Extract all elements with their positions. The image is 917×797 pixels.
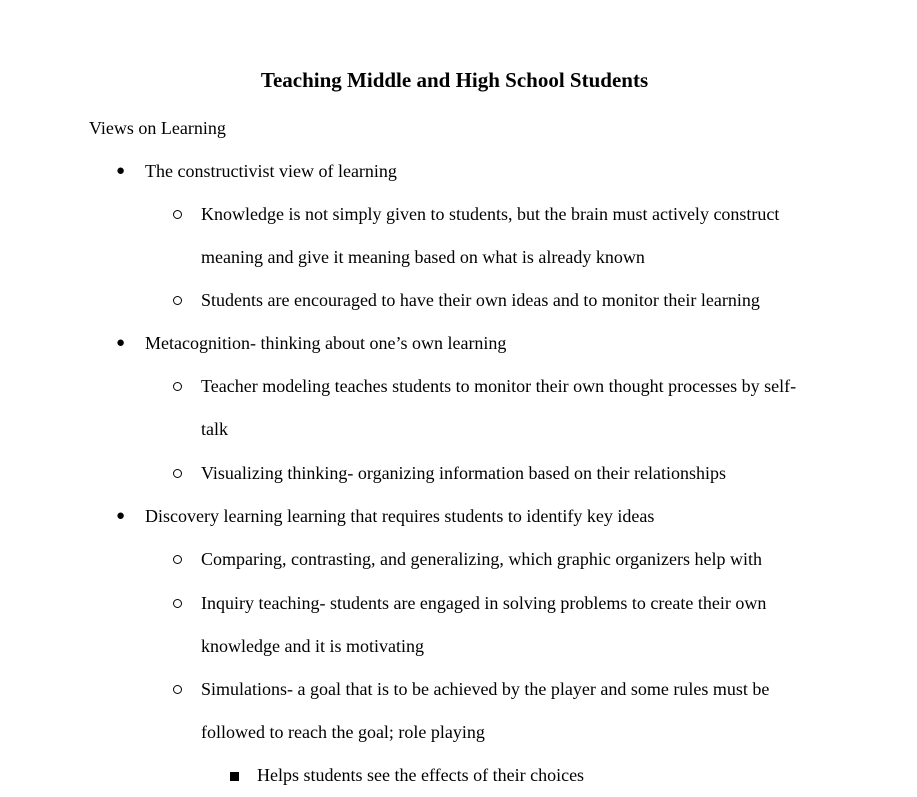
list-item-text: Knowledge is not simply given to students, but the brain must actively construct meaning and give it meaning based on what is already known [201, 204, 780, 267]
list-item [116, 495, 845, 538]
list-item-text: Discovery learning learning that requires students to identify key ideas [145, 506, 655, 526]
list-item-text: Teacher modeling teaches students to monitor their own thought processes by self-talk [201, 376, 797, 439]
bullet-circle-icon [173, 382, 182, 391]
list-item [201, 538, 821, 581]
list-item [201, 452, 821, 495]
bullet-circle-icon [173, 555, 182, 564]
bullet-disc-icon: ● [116, 508, 126, 524]
bullet-circle-icon [173, 210, 182, 219]
list-item [201, 279, 821, 322]
list-item [201, 668, 821, 754]
list-item [201, 365, 821, 451]
list-item-text: Comparing, contrasting, and generalizing, which graphic organizers help with [201, 549, 763, 569]
list-item [257, 754, 857, 797]
section-heading: Views on Learning [89, 118, 226, 138]
list-item-text: Simulations- a goal that is to be achieved by the player and some rules must be followed to reach the goal; role playing [201, 679, 770, 742]
document-title: Teaching Middle and High School Students [260, 68, 649, 92]
bullet-circle-icon [173, 296, 182, 305]
list-item [201, 582, 821, 668]
list-item-text: Metacognition- thinking about one’s own learning [145, 333, 507, 353]
list-item [116, 322, 845, 365]
list-item-text: Students are encouraged to have their own ideas and to monitor their learning [201, 290, 760, 310]
list-item-text: Visualizing thinking- organizing information based on their relationships [201, 463, 726, 483]
bullet-disc-icon: ● [116, 163, 126, 179]
bullet-square-icon [230, 772, 239, 781]
list-item [201, 193, 821, 279]
bullet-circle-icon [173, 599, 182, 608]
bullet-circle-icon [173, 469, 182, 478]
bullet-disc-icon: ● [116, 335, 126, 351]
list-item [116, 150, 845, 193]
list-item-text: The constructivist view of learning [145, 161, 397, 181]
list-item-text: Inquiry teaching- students are engaged in solving problems to create their own knowledge and it is motivating [201, 593, 767, 656]
bullet-circle-icon [173, 685, 182, 694]
list-item-text: Helps students see the effects of their choices [257, 765, 585, 785]
